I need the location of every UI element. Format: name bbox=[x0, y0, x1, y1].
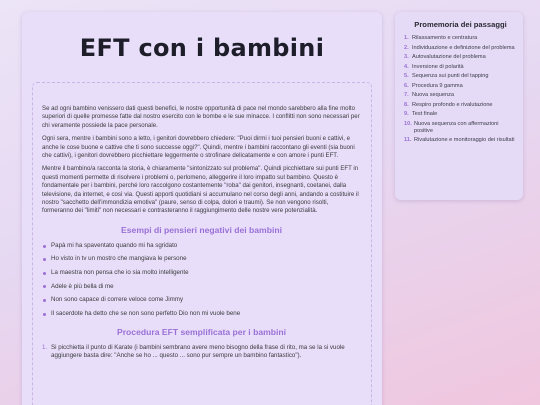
step-number: 2. bbox=[404, 44, 409, 51]
sidebar-title: Promemoria dei passaggi bbox=[414, 20, 507, 29]
procedure-list bbox=[42, 344, 361, 361]
sidebar-item-label: Test finale bbox=[412, 111, 438, 117]
step-number: 8. bbox=[404, 101, 409, 108]
sidebar-item-label: Rilassamento e centratura bbox=[412, 35, 478, 41]
sidebar-item-label: Inversione di polarità bbox=[412, 63, 464, 70]
list-item: Non sono capace di correre veloce come Jimmy bbox=[42, 296, 361, 304]
sidebar-item-label: Rivalutazione e monitoraggio dei risultati bbox=[414, 137, 515, 143]
list-item: Ho visto in tv un mostro che mangiava le persone bbox=[42, 255, 361, 263]
sidebar-item-8[interactable] bbox=[404, 102, 517, 109]
sidebar-item-label: Autovalutazione del problema bbox=[412, 54, 486, 60]
step-number: 4. bbox=[404, 63, 409, 70]
step-number: 10. bbox=[404, 120, 412, 127]
page-title: EFT con i bambini bbox=[79, 34, 325, 62]
step-number: 7. bbox=[404, 92, 409, 98]
sidebar-item-7[interactable] bbox=[404, 92, 517, 99]
procedure-heading: Procedura EFT semplificata per i bambini bbox=[116, 326, 287, 337]
examples-heading: Esempi di pensieri negativi dei bambini bbox=[121, 224, 282, 235]
sidebar-item-1[interactable] bbox=[404, 35, 517, 42]
step-number: 6. bbox=[404, 82, 409, 89]
sidebar-item-9[interactable] bbox=[404, 111, 517, 118]
intro-paragraph-1: Se ad ogni bambino venissero dati questi benefici, le nostre opportunità di pace nel mondo sarebbero alla fine molto superiori di quelle promesse fatte dal nostro esercito con le bombe e le sue minacce. I conflitti non sono necessari per chi veramente possiede la pace personale. bbox=[42, 105, 360, 129]
sidebar-item-label: Procedura 9 gamma bbox=[412, 82, 463, 89]
sidebar-item-label: Respiro profondo e rivalutazione bbox=[412, 101, 493, 108]
list-item: Papà mi ha spaventato quando mi ha sgridato bbox=[42, 242, 361, 250]
steps-list bbox=[404, 35, 517, 144]
step-number: 3. bbox=[404, 54, 409, 60]
step-number: 1. bbox=[42, 343, 48, 351]
sidebar-item-label: Nuova sequenza con affermazioni positive bbox=[414, 120, 499, 134]
step-number: 5. bbox=[404, 73, 409, 79]
list-item: La maestra non pensa che io sia molto intelligente bbox=[42, 269, 361, 277]
intro-paragraph-3: Mentre il bambino/a racconta la storia, è chiaramente "sintonizzato sul problema". Quindi picchiettare sui punti EFT in questi momenti permette di risolvere i problemi o, perlomeno, alleggerire il loro impatto sul bambino. Questo è fondamentale per i bambini, perché loro raccolgono costantemente "roba" dai genitori, insegnanti, coetanei, dalla televisione, da internet, e così via. Questi apporti quotidiani si accumulano nel corso degli anni, andando a costituire il nostro "sacchetto dell'immondizia emotiva" (paure, senso di colpa, dolori e traumi). Se non vengono risolti, formeranno dei "limiti" non necessari e contrasteranno il raggiungimento delle nostre vere potenzialità. bbox=[42, 165, 359, 215]
sidebar-item-label: Individuazione e definizione del problema bbox=[412, 44, 515, 51]
step-number: 11. bbox=[404, 137, 412, 143]
sidebar-item-label: Sequenza sui punti del tapping bbox=[412, 73, 489, 79]
list-item: Adele è più bella di me bbox=[42, 283, 361, 291]
intro-paragraph-2: Ogni sera, mentre i bambini sono a letto, i genitori dovrebbero chiedere: "Puoi dirmi i tuoi pensieri buoni e cattivi, e anche le cose buone e cattive che ti sono successe oggi?". Quindi, mentre i bambini raccontano gli eventi (sia buoni che cattivi), i genitori dovrebbero picchiettare leggermente o strofinare delicatamente e con amore i punti EFT. bbox=[42, 135, 355, 160]
step-number: 1. bbox=[404, 35, 409, 41]
sidebar-item-6[interactable] bbox=[404, 83, 517, 90]
examples-list bbox=[42, 242, 361, 318]
main-card bbox=[22, 12, 382, 405]
step-number: 9. bbox=[404, 111, 409, 117]
sidebar-item-2[interactable] bbox=[404, 45, 517, 52]
sidebar-item-3[interactable] bbox=[404, 54, 517, 61]
sidebar-item-label: Nuova sequenza bbox=[412, 92, 454, 98]
sidebar-item-11[interactable] bbox=[404, 137, 517, 144]
content-box bbox=[32, 82, 372, 405]
procedure-step bbox=[42, 344, 361, 361]
steps-reminder-sidebar bbox=[395, 12, 523, 200]
list-item: Il sacerdote ha detto che se non sono perfetto Dio non mi vuole bene bbox=[42, 310, 361, 318]
sidebar-item-5[interactable] bbox=[404, 73, 517, 80]
step-text: Si picchietta il punto di Karate (i bambini sembrano avere meno bisogno della frase di rito, ma se la si vuole aggiungere basta dire: "Anche se ho ... questo ... sono pur sempre un bambino fantastico"). bbox=[51, 343, 345, 360]
sidebar-item-10[interactable] bbox=[404, 121, 517, 135]
sidebar-item-4[interactable] bbox=[404, 64, 517, 71]
